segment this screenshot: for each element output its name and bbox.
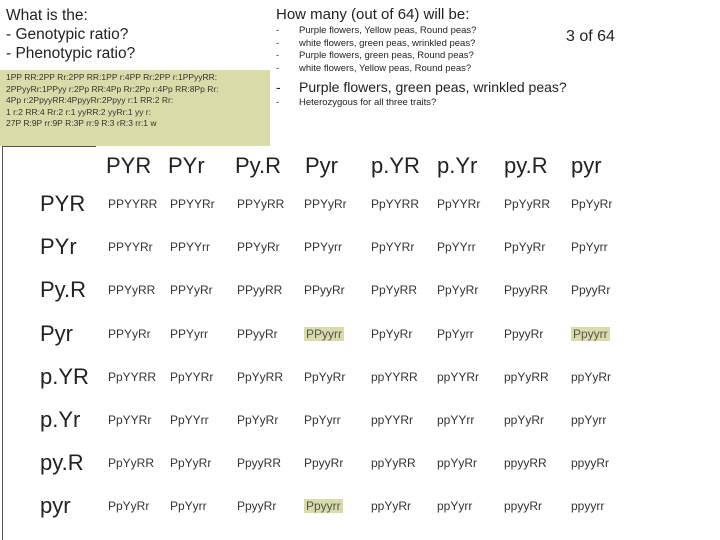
option-label: Purple flowers, Yellow peas, Round peas? — [299, 25, 477, 36]
genotype-cell: PpYYRr — [437, 197, 481, 211]
options-list — [276, 25, 567, 110]
column-header: PYR — [106, 153, 152, 178]
genotype-cell: PPYyrr — [304, 240, 343, 255]
row-header: p.Yr — [40, 407, 81, 432]
genotype-cell: PPYyRr — [237, 240, 280, 255]
genotype-cell: PpYYRR — [108, 369, 157, 384]
ratio-line: 2PPyyRr:1PPyy r:2Pp RR:4Pp Rr:2Pp r:4Pp RR:8Pp Rr: — [6, 83, 219, 94]
option-label: Purple flowers, green peas, wrinkled peas? — [299, 79, 567, 95]
genotype-cell: PpYyRr — [304, 369, 346, 384]
genotype-cell: PpYyRR — [504, 197, 551, 211]
row-header: Pyr — [40, 320, 73, 346]
genotype-cell: PpYyRr — [170, 456, 212, 471]
question-line-2: - Genotypic ratio? — [6, 26, 129, 43]
genotype-cell: PpYYrr — [170, 413, 209, 427]
genotype-cell: PpYYRR — [371, 197, 420, 211]
genotype-cell: PpYyRr — [108, 499, 150, 514]
genotype-cell: PpYyRr — [571, 197, 613, 211]
ratio-line: 1 r:2 RR:4 Rr:2 r:1 yyRR:2 yyRr:1 yy r: — [6, 106, 151, 117]
genotype-cell: ppYyRR — [371, 456, 416, 471]
genotype-cell: PPYyRR — [237, 197, 285, 211]
genotype-cell: PPyyrr — [306, 326, 342, 341]
row-header: PYR — [40, 191, 86, 216]
genotype-cell: PPyyRr — [304, 283, 345, 298]
option-item: - white flowers, Yellow peas, Round peas? — [276, 62, 472, 74]
genotype-cell: PPYyRR — [108, 283, 156, 298]
genotype-cell: PpYyRR — [108, 456, 155, 471]
option-item-highlighted: - Purple flowers, green peas, wrinkled peas? — [276, 79, 567, 95]
ratio-line: 4Pp r:2PpyyRR:4PpyyRr:2Ppyy r:1 RR:2 Rr: — [6, 95, 174, 105]
genotype-cell: PpYyRR — [371, 283, 418, 298]
genotype-cell: ppyyrr — [571, 499, 605, 514]
ratio-line: 1PP RR:2PP Rr:2PP RR:1PP r:4PP Rr:2PP r:1PPyyRR: — [6, 72, 218, 82]
genotype-cell: Ppyyrr — [306, 499, 341, 514]
column-header: Pyr — [305, 153, 338, 178]
row-header: py.R — [40, 450, 84, 476]
column-header: p.YR — [371, 153, 420, 178]
genotype-cell: PpyyRr — [304, 456, 344, 471]
column-header: p.Yr — [437, 153, 478, 178]
genotype-cell: PpYyRr — [437, 283, 479, 298]
genotype-cell: PPYYRr — [170, 197, 215, 211]
ratio-answer-box — [0, 70, 270, 146]
genotype-cell: ppYyrr — [571, 413, 607, 427]
genotype-cell: ppYyRr — [437, 456, 478, 471]
genotype-cell: PPYyRr — [304, 197, 347, 211]
genotype-cell: ppYYrr — [437, 413, 475, 427]
genotype-cell: PpYyRr — [504, 240, 546, 255]
genotype-cell: ppYYRR — [371, 369, 418, 384]
genotype-cell: PpyyRR — [237, 456, 282, 471]
genotype-cell: PPYYRR — [108, 197, 158, 211]
genotype-cell: PPyyRr — [237, 326, 278, 341]
genotype-cell: PPYYrr — [170, 240, 211, 255]
genotype-cell: ppYyRr — [371, 499, 412, 514]
row-header: PYr — [40, 234, 77, 260]
option-label: Heterozygous for all three traits? — [299, 97, 437, 108]
genotype-cell: ppyyRr — [504, 499, 543, 514]
genotype-cell: PpYyrr — [304, 413, 341, 427]
genotype-cell: PpYyrr — [571, 240, 608, 255]
column-header: PYr — [168, 153, 205, 178]
option-item: - Heterozygous for all three traits? — [276, 97, 437, 108]
row-header: pyr — [40, 493, 71, 519]
genotype-cell: ppyyRR — [504, 456, 547, 471]
genotype-cell: PPYyRr — [170, 283, 213, 298]
genotype-cell: PPYyrr — [170, 326, 209, 341]
genotype-cell: PpyyRR — [504, 283, 549, 298]
genotype-cell: Ppyyrr — [573, 326, 608, 341]
row-header: Py.R — [40, 277, 87, 303]
genotype-cell: ppYYRr — [437, 369, 480, 384]
genotype-cell: ppYYRr — [371, 413, 414, 427]
column-header: py.R — [504, 153, 548, 178]
option-item: - Purple flowers, green peas, Round peas? — [276, 50, 474, 61]
genotype-cell: ppYyRr — [504, 413, 545, 427]
genotype-cell: PpYyRR — [237, 369, 284, 384]
how-many-heading: How many (out of 64) will be: — [276, 6, 470, 23]
genotype-cell: PpyyRr — [237, 499, 277, 514]
genotype-cell: PpyyRr — [571, 283, 611, 298]
genotype-cell: PpyyRr — [504, 326, 544, 341]
genotype-cell: ppYyrr — [437, 499, 473, 514]
genotype-cell: PpYYRr — [108, 413, 152, 427]
option-item: - white flowers, green peas, wrinkled peas? — [276, 37, 476, 49]
question-block — [6, 6, 135, 63]
option-label: Purple flowers, green peas, Round peas? — [299, 50, 474, 61]
genotype-cell: ppYyRR — [504, 369, 549, 384]
question-counter: 3 of 64 — [566, 28, 615, 45]
genotype-cell: ppyyRr — [571, 456, 610, 471]
column-header: Py.R — [235, 153, 282, 178]
question-line-3: - Phenotypic ratio? — [6, 45, 136, 62]
genotype-cell: ppYyRr — [571, 369, 612, 384]
option-label: white flowers, green peas, wrinkled peas? — [299, 37, 476, 49]
option-label: white flowers, Yellow peas, Round peas? — [299, 62, 472, 74]
genotype-cell: PPYYRr — [108, 240, 153, 255]
column-header: pyr — [571, 153, 602, 178]
genotype-cell: PpYYRr — [170, 369, 214, 384]
genotype-cell: PpYyrr — [437, 326, 474, 341]
row-header: p.YR — [40, 363, 89, 389]
genotype-cell: PpYYRr — [371, 240, 415, 255]
genotype-cell: PPYyRr — [108, 326, 151, 341]
genotype-cell: PpYyRr — [371, 326, 413, 341]
genotype-cell: PpYyrr — [170, 499, 207, 514]
question-line-1: What is the: — [6, 7, 88, 24]
ratio-line: 27P R:9P rr:9P R:3P rr:9 R:3 rR:3 rr:1 w — [6, 118, 157, 128]
option-item: - Purple flowers, Yellow peas, Round peas? — [276, 25, 477, 36]
genotype-cell: PPyyRR — [237, 283, 283, 298]
genotype-cell: PpYyRr — [237, 413, 279, 427]
genotype-cell: PpYYrr — [437, 240, 476, 255]
